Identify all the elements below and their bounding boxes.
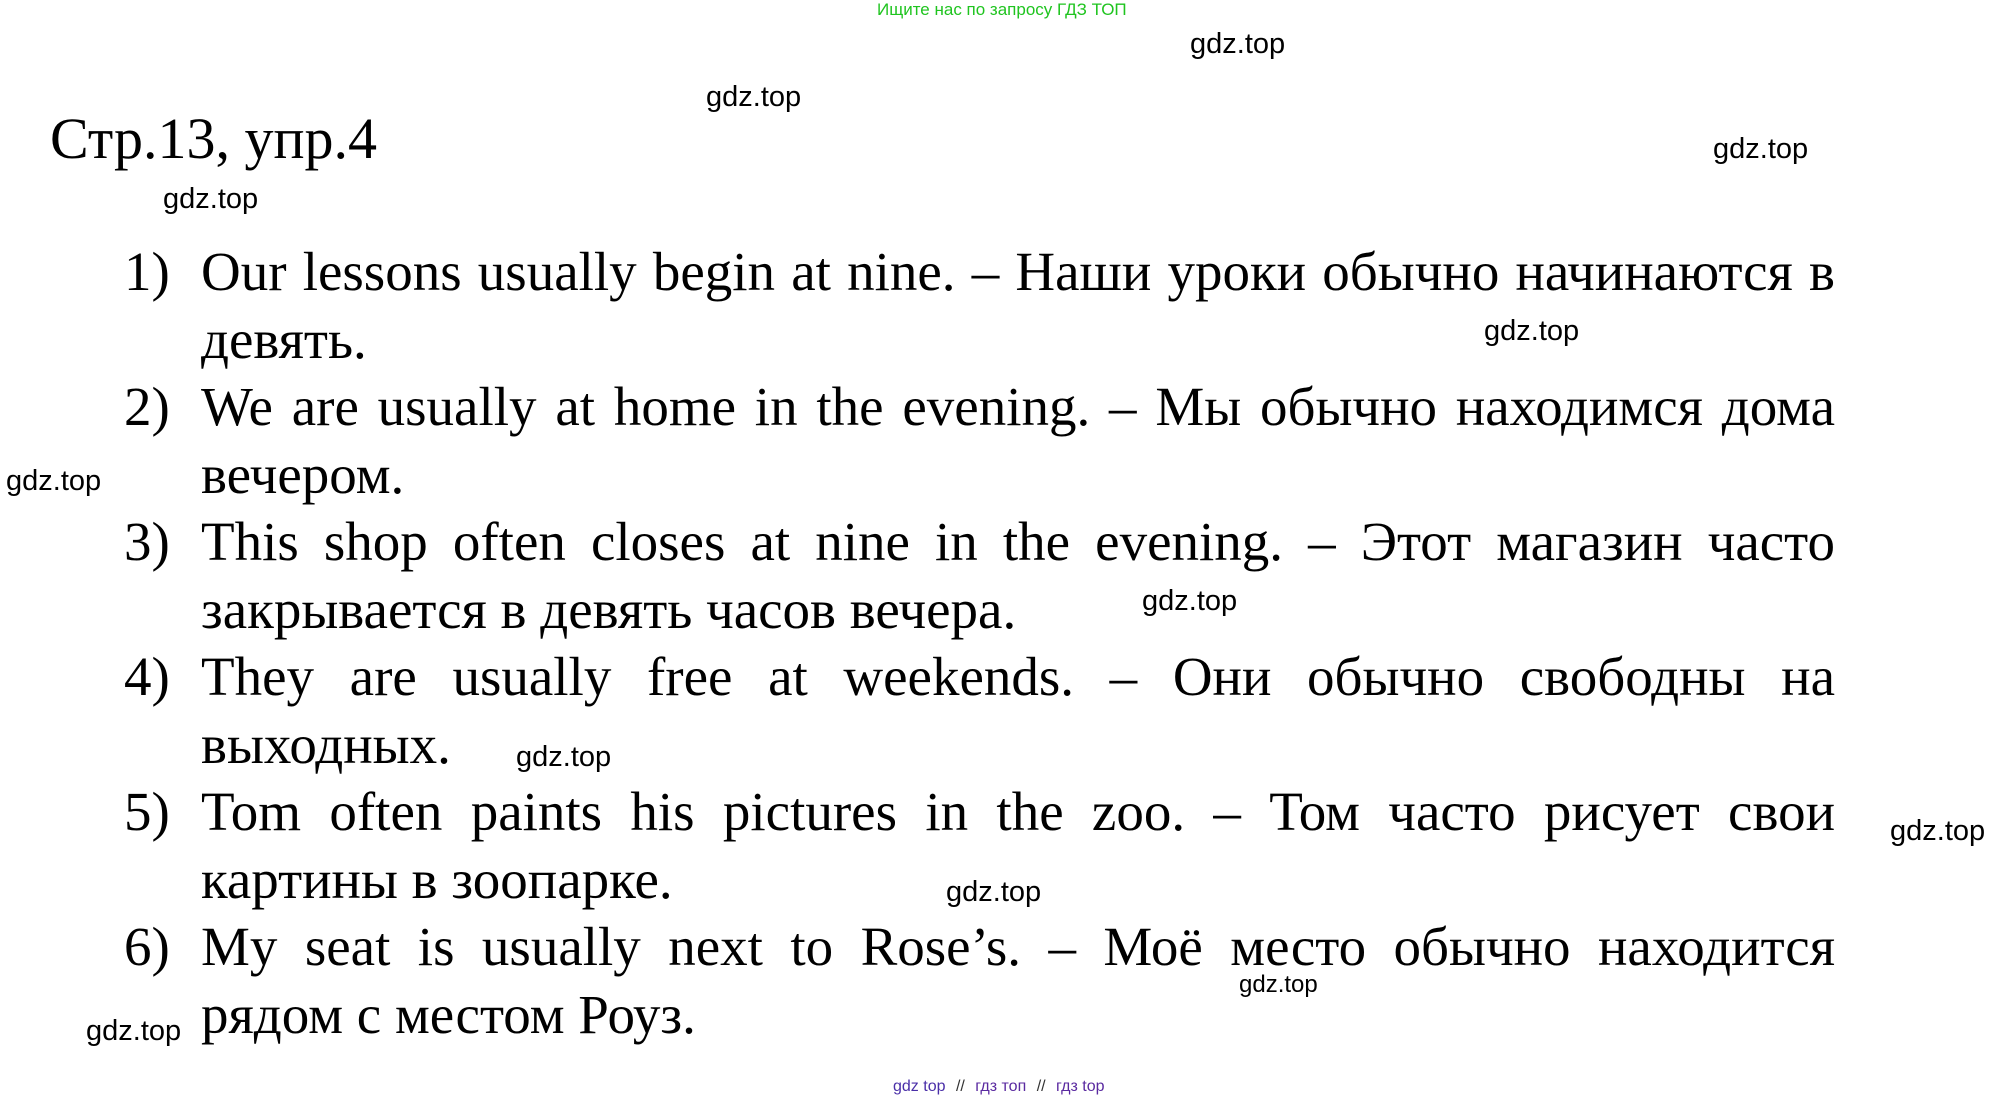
footer-separator: // (955, 1078, 965, 1095)
item-text: We are usually at home in the evening. – Мы обычно находимся дома вечером. (201, 376, 1835, 505)
watermark: gdz.top (1890, 815, 1986, 847)
watermark: gdz.top (1484, 315, 1580, 347)
watermark: gdz.top (1239, 971, 1318, 998)
exercise-item (120, 373, 1835, 508)
item-text: Our lessons usually begin at nine. – Наши уроки обычно начинаются в девять. (201, 241, 1835, 370)
item-text: They are usually free at weekends. – Они обычно свободны на выходных. (201, 646, 1835, 775)
watermark: gdz.top (706, 81, 802, 113)
item-number: 6) (124, 916, 170, 977)
footer-link[interactable]: гдз топ (975, 1078, 1027, 1095)
search-hint: Ищите нас по запросу ГДЗ ТОП (877, 0, 1127, 19)
watermark: gdz.top (516, 741, 612, 773)
item-text: Tom often paints his pictures in the zoo. – Том часто рисует свои картины в зоопарке. (201, 781, 1835, 910)
footer-separator: // (1036, 1078, 1046, 1095)
footer-link[interactable]: gdz top (893, 1078, 946, 1095)
exercise-item (120, 643, 1835, 778)
footer-link[interactable]: гдз top (1056, 1078, 1105, 1095)
exercise-item (120, 508, 1835, 643)
watermark: gdz.top (86, 1015, 182, 1047)
watermark: gdz.top (1190, 28, 1286, 60)
item-number: 5) (124, 781, 170, 842)
watermark: gdz.top (1142, 585, 1238, 617)
exercise-item (120, 238, 1835, 373)
exercise-list (120, 238, 1835, 1048)
item-text: This shop often closes at nine in the evening. – Этот магазин часто закрывается в девять часов вечера. (201, 511, 1835, 640)
item-text: My seat is usually next to Rose’s. – Моё место обычно находится рядом с местом Роуз. (201, 916, 1835, 1045)
watermark: gdz.top (163, 183, 259, 215)
exercise-item (120, 913, 1835, 1048)
page-title: Стр.13, упр.4 (50, 106, 378, 171)
watermark: gdz.top (946, 876, 1042, 908)
item-number: 1) (124, 241, 170, 302)
item-number: 2) (124, 376, 170, 437)
item-number: 3) (124, 511, 170, 572)
footer-links (893, 1078, 1111, 1096)
watermark: gdz.top (6, 465, 102, 497)
item-number: 4) (124, 646, 170, 707)
watermark: gdz.top (1713, 133, 1809, 165)
